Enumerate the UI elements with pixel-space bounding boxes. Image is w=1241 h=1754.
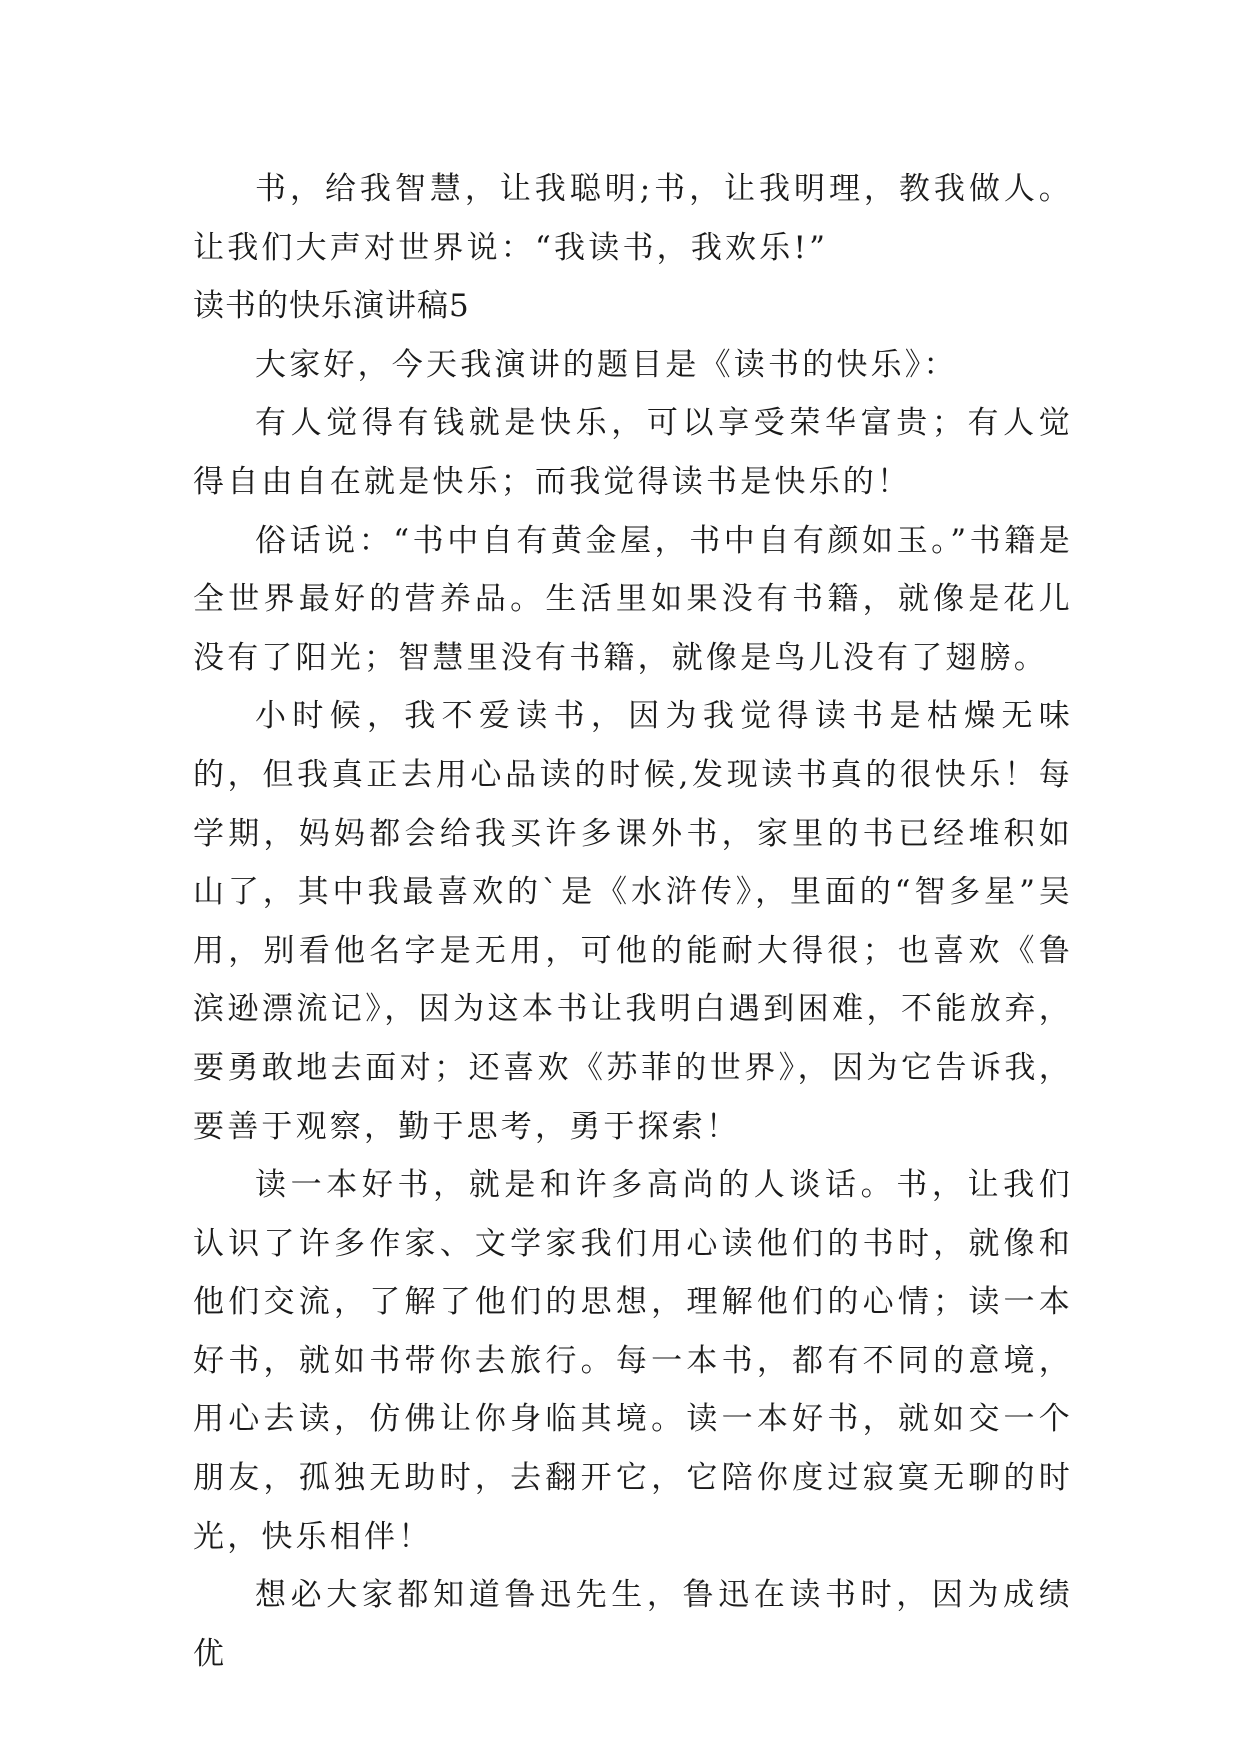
paragraph: 大家好，今天我演讲的题目是《读书的快乐》：	[255, 346, 958, 383]
paragraph: 俗话说：“书中自有黄金屋，书中自有颜如玉。”书籍是全世界最好的营养品。生活里如果没有书籍，就像是花儿没有了阳光；智慧里没有书籍，就像是鸟儿没有了翅膀。	[193, 522, 1073, 676]
paragraph: 想必大家都知道鲁迅先生，鲁迅在读书时，因为成绩优	[193, 1577, 1073, 1672]
paragraph: 读一本好书，就是和许多高尚的人谈话。书，让我们认识了许多作家、文学家我们用心读他们的书时，就像和他们交流，了解了他们的思想，理解他们的心情；读一本好书，就如书带你去旅行。每一本书，都有不同的意境，用心去读，仿佛让你身临其境。读一本好书，就如交一个朋友，孤独无助时，去翻开它，它陪你度过寂寞无聊的时光，快乐相伴！	[193, 1167, 1073, 1555]
paragraph: 有人觉得有钱就是快乐，可以享受荣华富贵；有人觉得自由自在就是快乐；而我觉得读书是快乐的！	[193, 405, 1073, 500]
paragraph: 小时候，我不爱读书，因为我觉得读书是枯燥无味的，但我真正去用心品读的时候,发现读书真的很快乐！每学期，妈妈都会给我买许多课外书，家里的书已经堆积如山了，其中我最喜欢的`是《水浒传》，里面的“智多星”吴用，别看他名字是无用，可他的能耐大得很；也喜欢《鲁滨逊漂流记》，因为这本书让我明白遇到困难，不能放弃，要勇敢地去面对；还喜欢《苏菲的世界》，因为它告诉我，要善于观察，勤于思考，勇于探索！	[193, 698, 1073, 1145]
document-body	[193, 160, 1073, 1683]
section-heading: 读书的快乐演讲稿5	[193, 288, 470, 325]
paragraph-closing: 书，给我智慧，让我聪明;书，让我明理，教我做人。让我们大声对世界说：“我读书，我欢乐!”	[193, 171, 1073, 266]
